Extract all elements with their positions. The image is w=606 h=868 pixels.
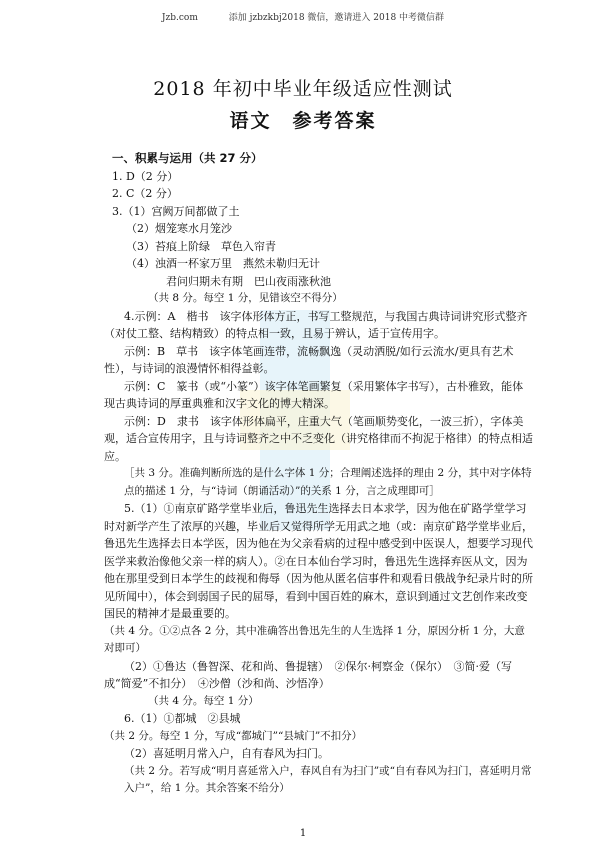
answer-q4-a: 4.示例：A 楷书 该字体形体方正，书写工整规范，与我国古典诗词讲究形式整齐（对仗工整、结构精致）的特点相一致，且易于辨认，适于宣传用字。 xyxy=(104,309,528,340)
answer-q4-d: 示例：D 隶书 该字体形体扁平，庄重大气（笔画顺势变化，一波三折），字体美观，适合宣传用字，且与诗词整齐之中不乏变化（讲究格律而不拘泥于格律）的特点相适应。 xyxy=(104,414,533,463)
answer-content xyxy=(104,150,534,798)
answer-q3-4b: 君问归期未有期 巴山夜雨涨秋池 xyxy=(166,274,331,288)
answer-q4-b: 示例：B 草书 该字体笔画连带，流畅飘逸（灵动洒脱/如行云流水/更具有艺术性），与诗词的浪漫情怀相得益彰。 xyxy=(104,344,514,375)
header-site[interactable]: Jzb.com xyxy=(161,13,198,23)
header-wechat-notice: 添加 jzbzkbj2018 微信，邀请进入 2018 中考微信群 xyxy=(228,13,445,23)
scoring-note-q3: （共 8 分。每空 1 分，见错该空不得分） xyxy=(148,292,343,304)
answer-q5-1: 5.（1）①南京矿路学堂毕业后，鲁迅先生选择去日本求学，因为他在矿路学堂学习时对新学产生了浓厚的兴趣，毕业后又觉得所学无用武之地（或：南京矿路学堂毕业后，鲁迅先生选择去日本学医，因为他在为父亲看病的过程中感受到中医误人，想要学习现代医学来救治像他父亲一样的病人）。②在日本仙台学习时，鲁迅先生选择弃医从文，因为他在那里受到日本学生的歧视和侮辱（因为他从匿名信事件和观看日俄战争纪录片时的所见所闻中），体会到弱国子民的屈辱，看到中国百姓的麻木，意识到通过文艺创作来改变国民的精神才是最重要的。 xyxy=(104,502,533,620)
scoring-note-q5-2: （共 4 分。每空 1 分） xyxy=(148,694,259,707)
answer-q5-2: （2）①鲁达（鲁智深、花和尚、鲁提辖） ②保尔·柯察金（保尔） ③简·爱（写成“简爱”不扣分） ④沙僧（沙和尚、沙悟净） xyxy=(104,659,512,690)
page-subtitle: 语文 参考答案 xyxy=(229,110,377,132)
answer-q6-1: 6.（1）①都城 ②县城 xyxy=(124,712,241,725)
answer-q2: 2. C（2 分） xyxy=(112,187,178,200)
answer-q3-1: 3.（1）宫阙万间都做了土 xyxy=(112,204,240,218)
answer-q3-2: （2）烟笼寒水月笼沙 xyxy=(126,222,232,235)
answer-q4-c: 示例：C 篆书（或“小篆”）该字体笔画繁复（采用繁体字书写），古朴雅致，能体现古典诗词的厚重典雅和汉字文化的博大精深。 xyxy=(104,379,524,410)
section-heading: 一、积累与运用（共 27 分） xyxy=(112,151,263,165)
page-header xyxy=(0,10,606,23)
page-number: 1 xyxy=(299,828,307,839)
answer-q3-4: （4）浊酒一杯家万里 燕然未勒归无计 xyxy=(126,257,320,270)
scoring-note-q5-1: （共 4 分。①②点各 2 分，其中准确答出鲁迅先生的人生选择 1 分，原因分析 1 分，大意对即可） xyxy=(104,624,525,654)
page-title: 2018 年初中毕业年级适应性测试 xyxy=(153,78,453,100)
scoring-note-q6-2: （共 2 分。若写成“明月喜延常入户，春风自有为扫门”或“自有春风为扫门，喜延明月常入户”，给 1 分。其余答案不给分） xyxy=(124,764,532,794)
answer-q1: 1. D（2 分） xyxy=(112,169,179,183)
scoring-note-q4: ［共 3 分。准确判断所选的是什么字体 1 分；合理阐述选择的理由 2 分，其中对字体特点的描述 1 分，与“诗词（朗诵活动）”的关系 1 分，言之成理即可］ xyxy=(124,467,532,497)
scoring-note-q6-1: （共 2 分。每空 1 分，写成“都城门”“县城门”不扣分） xyxy=(104,729,363,742)
answer-q6-2: （2）喜延明月常入户，自有春风为扫门。 xyxy=(124,747,329,760)
answer-q3-3: （3）苔痕上阶绿 草色入帘青 xyxy=(126,239,276,253)
